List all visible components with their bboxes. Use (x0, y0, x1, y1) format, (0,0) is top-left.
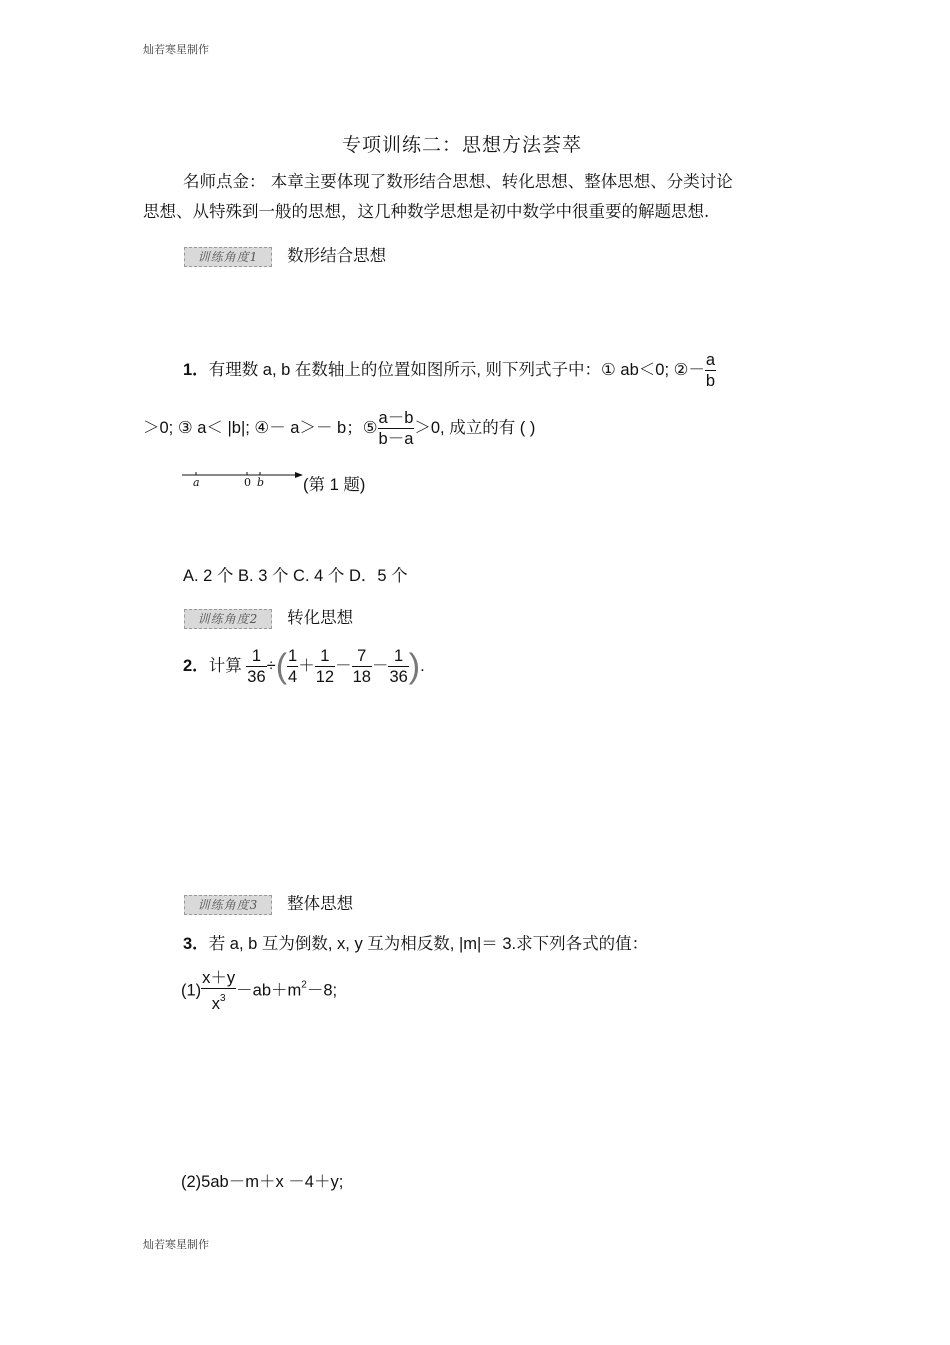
numerator: 7 (352, 646, 372, 667)
question-1-line-2 (143, 408, 535, 449)
numerator: x＋y (202, 969, 236, 987)
question-number: 2． (183, 656, 209, 675)
plus-sign: ＋ (298, 656, 315, 675)
question-number: 3． (183, 935, 209, 953)
right-paren: ) (408, 647, 421, 686)
axis-label-a: a (193, 476, 200, 489)
denominator: 4 (288, 668, 298, 686)
numerator: 1 (315, 646, 335, 667)
numerator: 1 (288, 647, 298, 665)
page-footer: 灿若寒星制作 (143, 1238, 209, 1251)
question-3-part-2: (2)5ab－m＋x －4＋y; (181, 1173, 344, 1191)
fraction (287, 646, 298, 687)
section-2 (184, 604, 353, 632)
denominator: 36 (247, 668, 266, 686)
denominator: b－a (378, 430, 414, 448)
numerator: 1 (388, 646, 408, 667)
intro-line-1: 名师点金： 本章主要体现了数形结合思想、转化思想、整体思想、分类讨论 (183, 172, 733, 191)
question-text: 若 a, b 互为倒数, x, y 互为相反数, |m|＝ 3.求下列各式的值： (208, 935, 649, 953)
divide-sign: ÷ (266, 656, 276, 675)
figure-caption: (第 1 题) (303, 476, 366, 494)
question-3 (183, 930, 648, 958)
fraction-a-minus-b (378, 408, 415, 449)
fraction (352, 646, 372, 687)
numerator: a－b (378, 409, 414, 427)
question-text: ＞0, 成立的有 ( ) (414, 418, 536, 437)
numerator: 1 (246, 646, 266, 667)
question-number: 1． (183, 360, 209, 379)
minus-sign: － (335, 656, 352, 675)
section-label: 数形结合思想 (287, 246, 387, 265)
axis-label-b: b (257, 476, 265, 489)
fraction (388, 646, 408, 687)
numerator: a (705, 351, 716, 369)
section-1 (184, 242, 386, 270)
fraction (315, 646, 335, 687)
intro-line-2: 思想、从特殊到一般的思想，这几种数学思想是初中数学中很重要的解题思想. (143, 202, 710, 221)
answer-options: A. 2 个 B. 3 个 C. 4 个 D．5 个 (183, 567, 408, 585)
expression: －8; (306, 981, 338, 1000)
expression: －ab＋m (236, 981, 302, 1000)
denominator: 36 (389, 668, 408, 686)
exponent: 3 (220, 993, 226, 1004)
denominator: b (705, 372, 716, 390)
section-badge: 训练角度2 (184, 609, 272, 629)
question-text: 有理数 a, b 在数轴上的位置如图所示, 则下列式子中：① ab＜0; ②－ (208, 360, 705, 379)
denominator (201, 989, 236, 1014)
question-text: 计算 (208, 656, 242, 675)
number-line (182, 468, 304, 494)
denominator: 18 (352, 668, 371, 686)
section-badge: 训练角度1 (184, 247, 272, 267)
question-text: ＞0; ③ a＜ |b|; ④－ a＞－ b；⑤ (143, 418, 378, 437)
page-header: 灿若寒星制作 (143, 43, 209, 56)
question-2 (183, 646, 425, 687)
question-1-line-1 (183, 350, 716, 391)
fraction-a-over-b (705, 350, 716, 391)
axis-label-0: 0 (244, 476, 251, 489)
minus-sign: － (371, 656, 389, 675)
section-label: 转化思想 (287, 608, 354, 627)
section-badge: 训练角度3 (184, 895, 272, 915)
question-3-part-1 (181, 968, 337, 1014)
section-3 (184, 890, 353, 918)
part-label: (1) (181, 981, 202, 1000)
page-title: 专项训练二：思想方法荟萃 (342, 134, 583, 156)
period: . (420, 656, 425, 675)
section-label: 整体思想 (287, 894, 354, 913)
denominator: 12 (315, 668, 335, 686)
left-paren: ( (275, 647, 288, 686)
exponent: 2 (301, 979, 307, 991)
denominator-base: x (211, 995, 221, 1013)
fraction (201, 968, 236, 1014)
fraction (246, 646, 266, 687)
